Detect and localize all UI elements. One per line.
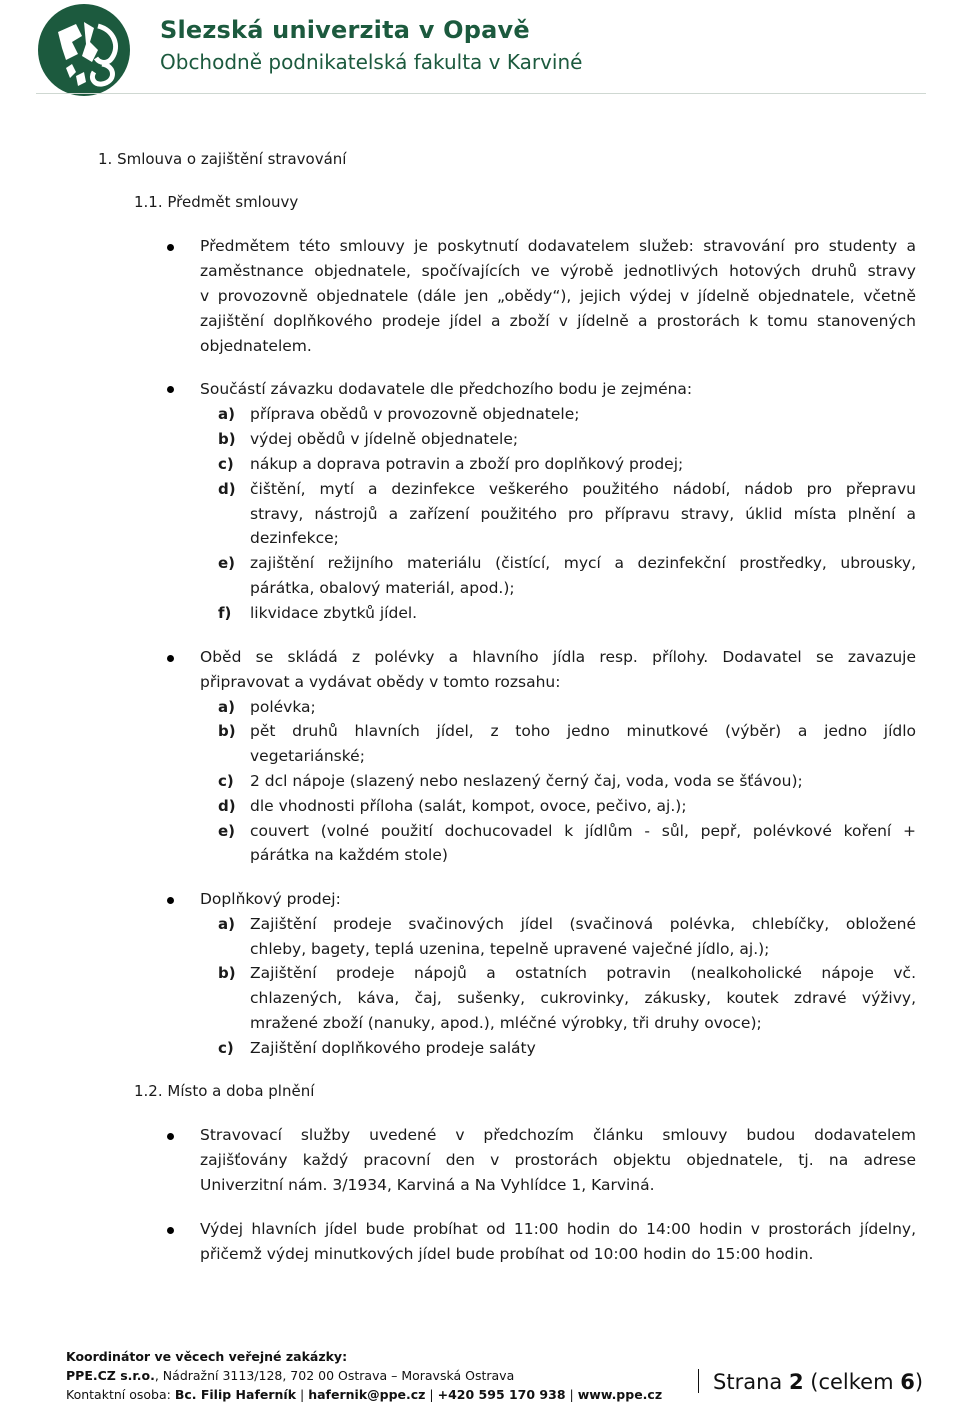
header-divider <box>36 93 926 94</box>
b6-line: přičemž výdej minutkových jídel bude probíhat od 10:00 hodin do 15:00 hodin. <box>200 1245 814 1263</box>
bullet-dot <box>167 897 174 904</box>
b2-item-label: d) <box>218 480 236 498</box>
page-word: Strana <box>713 1370 783 1394</box>
page-number <box>698 1369 923 1394</box>
b2-item-line: likvidace zbytků jídel. <box>250 604 418 622</box>
b5-line: zajišťovány každý pracovní den v prostorách objektu objednatele, tj. na adrese <box>200 1151 916 1169</box>
footer-email-link[interactable]: hafernik@ppe.cz <box>308 1387 426 1402</box>
b3-item-label: e) <box>218 822 236 840</box>
footer-web-link[interactable]: www.ppe.cz <box>577 1387 663 1402</box>
b2-item-line: zajištění režijního materiálu (čistící, mycí a dezinfekční prostředky, ubrousky, <box>250 554 916 572</box>
b5-line: Univerzitní nám. 3/1934, Karviná a Na Vyhlídce 1, Karviná. <box>200 1176 655 1194</box>
footer-coordinator-title: Koordinátor ve věcech veřejné zakázky: <box>66 1349 348 1364</box>
section-heading-1: 1. Smlouva o zajištění stravování <box>98 150 347 168</box>
page-number-divider <box>698 1369 699 1393</box>
b3-item-line: párátka na každém stole) <box>250 846 448 864</box>
b2-intro: Součástí závazku dodavatele dle předchozího bodu je zejména: <box>200 380 693 398</box>
footer-separator: | <box>300 1387 305 1402</box>
b1-line: v provozovně objednatele (dále jen „obědy“), jejich výdej v jídelně objednatele, včetně <box>200 287 916 305</box>
b3-item-line: dle vhodnosti příloha (salát, kompot, ovoce, pečivo, aj.); <box>250 797 687 815</box>
page-close-paren: ) <box>914 1370 924 1394</box>
b4-item-line: Zajištění doplňkového prodeje saláty <box>250 1039 536 1057</box>
footer-company: PPE.CZ s.r.o. <box>66 1368 155 1383</box>
b6-line: Výdej hlavních jídel bude probíhat od 11:00 hodin do 14:00 hodin v prostorách jídelny, <box>200 1220 916 1238</box>
b4-intro: Doplňkový prodej: <box>200 890 341 908</box>
b2-item-line: párátka, obalový materiál, apod.); <box>250 579 515 597</box>
university-logo <box>36 2 132 98</box>
b2-item-label: a) <box>218 405 235 423</box>
footer-phone: +420 595 170 938 <box>437 1387 566 1402</box>
b3-item-label: a) <box>218 698 235 716</box>
b4-item-label: c) <box>218 1039 234 1057</box>
bullet-dot <box>167 386 174 393</box>
b3-item-line: pět druhů hlavních jídel, z toho jedno minutkové (výběr) a jedno jídlo <box>250 722 916 740</box>
b4-item-line: mražené zboží (nanuky, apod.), mléčné výrobky, tři druhy ovoce); <box>250 1014 762 1032</box>
b2-item-line: dezinfekce; <box>250 529 339 547</box>
b2-item-line: nákup a doprava potravin a zboží pro doplňkový prodej; <box>250 455 684 473</box>
bullet-dot <box>167 655 174 662</box>
b1-line: objednatelem. <box>200 337 312 355</box>
b3-item-label: d) <box>218 797 236 815</box>
b4-item-line: Zajištění prodeje svačinových jídel (svačinová polévka, chlebíčky, obložené <box>250 915 916 933</box>
b1-line: zaměstnance objednatele, spočívajících ve výrobě jednotlivých hotových druhů stravy <box>200 262 916 280</box>
footer-contact-name: Bc. Filip Haferník <box>174 1387 297 1402</box>
bullet-dot <box>167 1133 174 1140</box>
footer-contact-label: Kontaktní osoba: <box>66 1387 171 1402</box>
b2-item-label: c) <box>218 455 234 473</box>
b4-item-label: b) <box>218 964 236 982</box>
b3-intro: Oběd se skládá z polévky a hlavního jídla resp. přílohy. Dodavatel se zavazuje <box>200 648 916 666</box>
b2-item-label: e) <box>218 554 236 572</box>
b4-item-line: Zajištění prodeje nápojů a ostatních potravin (nealkoholické nápoje vč. <box>250 964 916 982</box>
page-footer <box>66 1347 662 1404</box>
footer-address: , Nádražní 3113/128, 702 00 Ostrava – Moravská Ostrava <box>154 1368 515 1383</box>
b3-item-line: 2 dcl nápoje (slazený nebo neslazený černý čaj, voda, voda se šťávou); <box>250 772 803 790</box>
b2-item-line: výdej obědů v jídelně objednatele; <box>250 430 519 448</box>
b1-line: Předmětem této smlouvy je poskytnutí dodavatelem služeb: stravování pro studenty a <box>200 237 916 255</box>
page-total: 6 <box>900 1370 915 1394</box>
b5-line: Stravovací služby uvedené v předchozím článku smlouvy budou dodavatelem <box>200 1126 916 1144</box>
b3-intro: připravovat a vydávat obědy v tomto rozsahu: <box>200 673 561 691</box>
page-header <box>36 2 936 98</box>
b4-item-line: chlazených, káva, čaj, sušenky, cukrovinky, zákusky, koutek zdravé výživy, <box>250 989 916 1007</box>
footer-separator: | <box>429 1387 434 1402</box>
page-current: 2 <box>788 1370 804 1394</box>
b4-item-label: a) <box>218 915 235 933</box>
b3-item-line: polévka; <box>250 698 316 716</box>
footer-separator: | <box>569 1387 574 1402</box>
b3-item-label: b) <box>218 722 236 740</box>
b2-item-label: b) <box>218 430 236 448</box>
section-heading-1-1: 1.1. Předmět smlouvy <box>134 193 299 211</box>
b3-item-line: vegetariánské; <box>250 747 365 765</box>
page-total-word: (celkem <box>810 1370 894 1394</box>
b2-item-line: stravy, nástrojů a zařízení použitého pro přípravu stravy, úklid místa plnění a <box>250 505 916 523</box>
b2-item-label: f) <box>218 604 232 622</box>
bullet-dot <box>167 244 174 251</box>
university-name: Slezská univerzita v Opavě <box>160 16 530 44</box>
b2-item-line: čištění, mytí a dezinfekce veškerého použitého nádobí, nádob pro přepravu <box>250 480 916 498</box>
b3-item-label: c) <box>218 772 234 790</box>
section-heading-1-2: 1.2. Místo a doba plnění <box>134 1082 315 1100</box>
b1-line: zajištění doplňkového prodeje jídel a zboží v jídelně a prostorách k tomu stanovených <box>200 312 916 330</box>
b2-item-line: příprava obědů v provozovně objednatele; <box>250 405 580 423</box>
bullet-dot <box>167 1227 174 1234</box>
b3-item-line: couvert (volné použití dochucovadel k jídlům - sůl, pepř, polévkové koření + <box>250 822 916 840</box>
b4-item-line: chleby, bagety, teplá uzenina, tepelně upravené vaječné jídlo, aj.); <box>250 940 770 958</box>
faculty-name: Obchodně podnikatelská fakulta v Karviné <box>160 50 583 74</box>
